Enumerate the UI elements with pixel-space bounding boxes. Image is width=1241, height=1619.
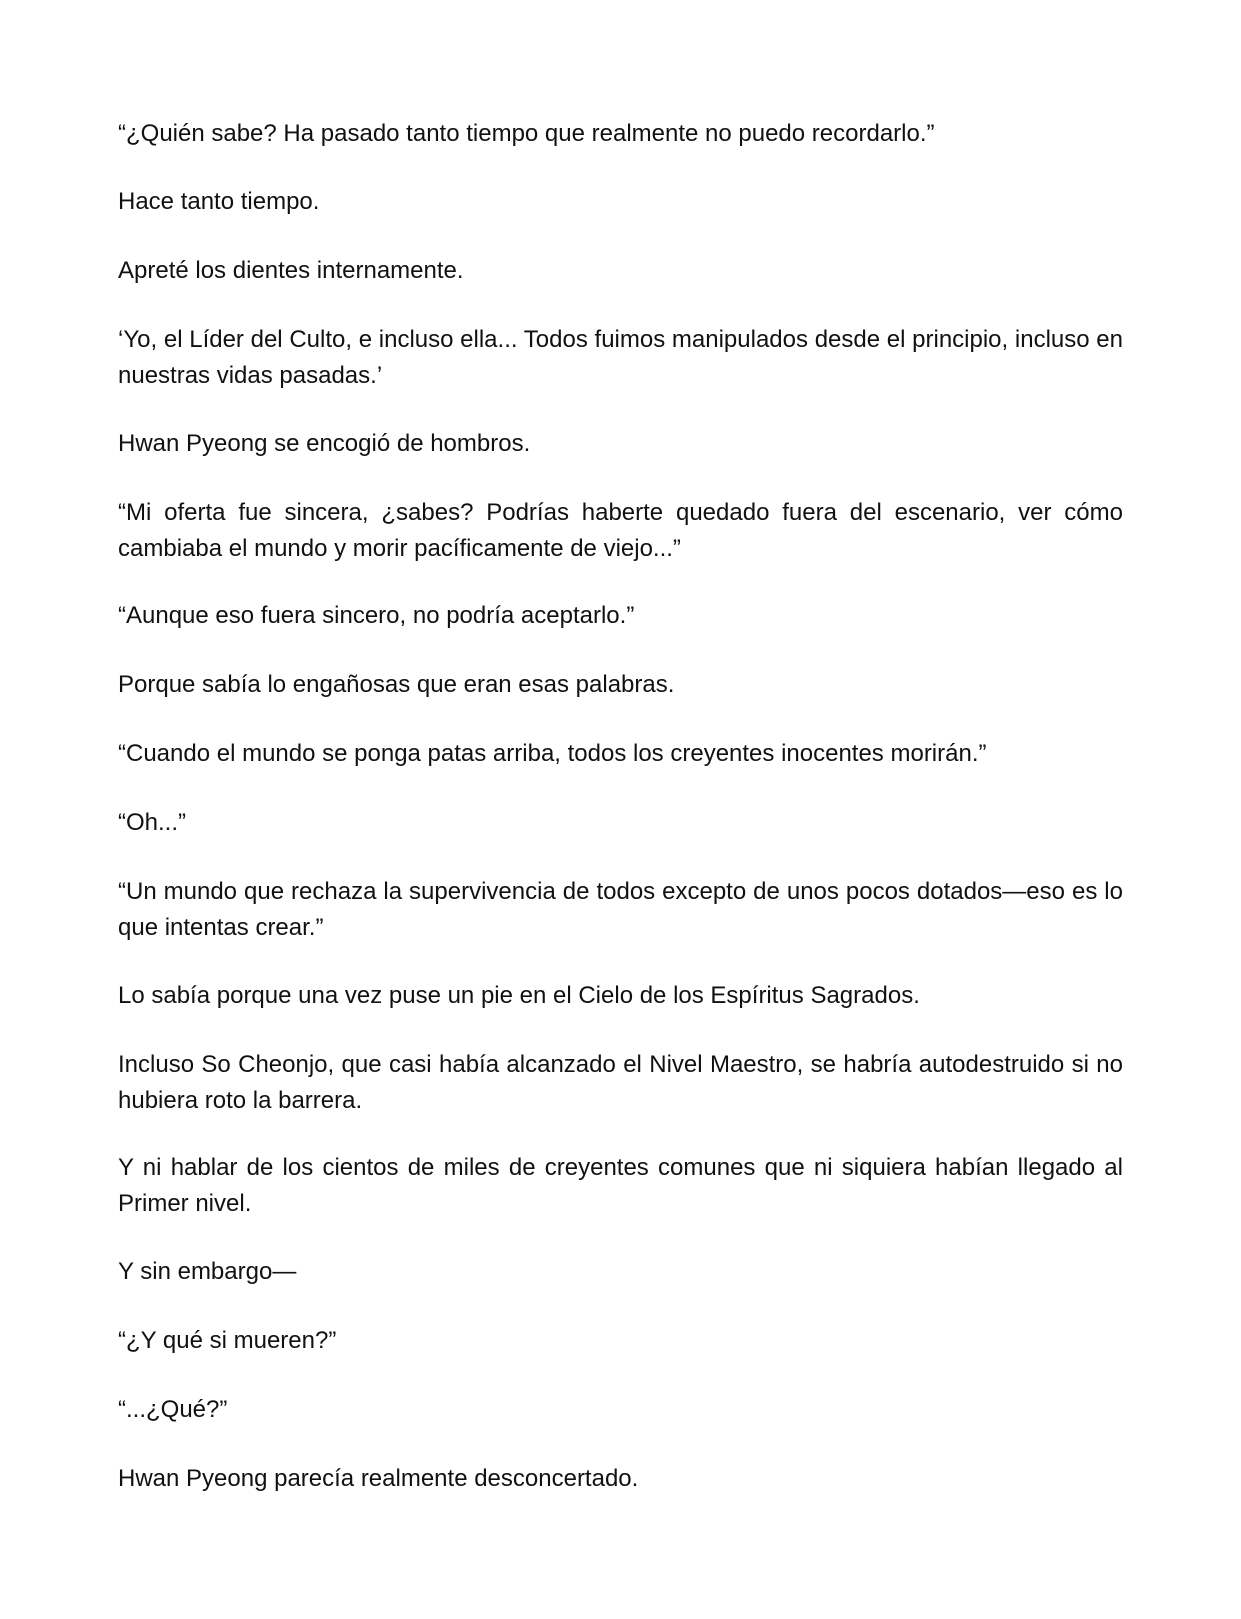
paragraph: Incluso So Cheonjo, que casi había alcanzado el Nivel Maestro, se habría autodestruido si no hubiera roto la barrera. [118, 1051, 1123, 1114]
paragraph: “...¿Qué?” [118, 1396, 228, 1423]
paragraph: “Un mundo que rechaza la supervivencia de todos excepto de unos pocos dotados—eso es lo que intentas crear.” [118, 878, 1123, 941]
paragraph: “¿Y qué si mueren?” [118, 1327, 337, 1354]
paragraph: Y sin embargo— [118, 1258, 297, 1285]
paragraph: Y ni hablar de los cientos de miles de creyentes comunes que ni siquiera habían llegado al Primer nivel. [118, 1154, 1123, 1217]
paragraph: Hwan Pyeong se encogió de hombros. [118, 430, 531, 457]
paragraph: Hace tanto tiempo. [118, 188, 320, 215]
paragraph: Apreté los dientes internamente. [118, 257, 464, 284]
paragraph: “Mi oferta fue sincera, ¿sabes? Podrías haberte quedado fuera del escenario, ver cómo cambiaba el mundo y morir pacíficamente de viejo...” [118, 499, 1123, 562]
paragraph: Hwan Pyeong parecía realmente desconcertado. [118, 1465, 639, 1492]
paragraph: Porque sabía lo engañosas que eran esas palabras. [118, 671, 675, 698]
paragraph: “Cuando el mundo se ponga patas arriba, todos los creyentes inocentes morirán.” [118, 740, 987, 767]
paragraph: Lo sabía porque una vez puse un pie en el Cielo de los Espíritus Sagrados. [118, 982, 920, 1009]
paragraph: “¿Quién sabe? Ha pasado tanto tiempo que realmente no puedo recordarlo.” [118, 120, 935, 147]
paragraph: “Aunque eso fuera sincero, no podría aceptarlo.” [118, 602, 635, 629]
paragraph: “Oh...” [118, 809, 187, 836]
paragraph: ‘Yo, el Líder del Culto, e incluso ella... Todos fuimos manipulados desde el principio, incluso en nuestras vidas pasadas.’ [118, 326, 1123, 389]
